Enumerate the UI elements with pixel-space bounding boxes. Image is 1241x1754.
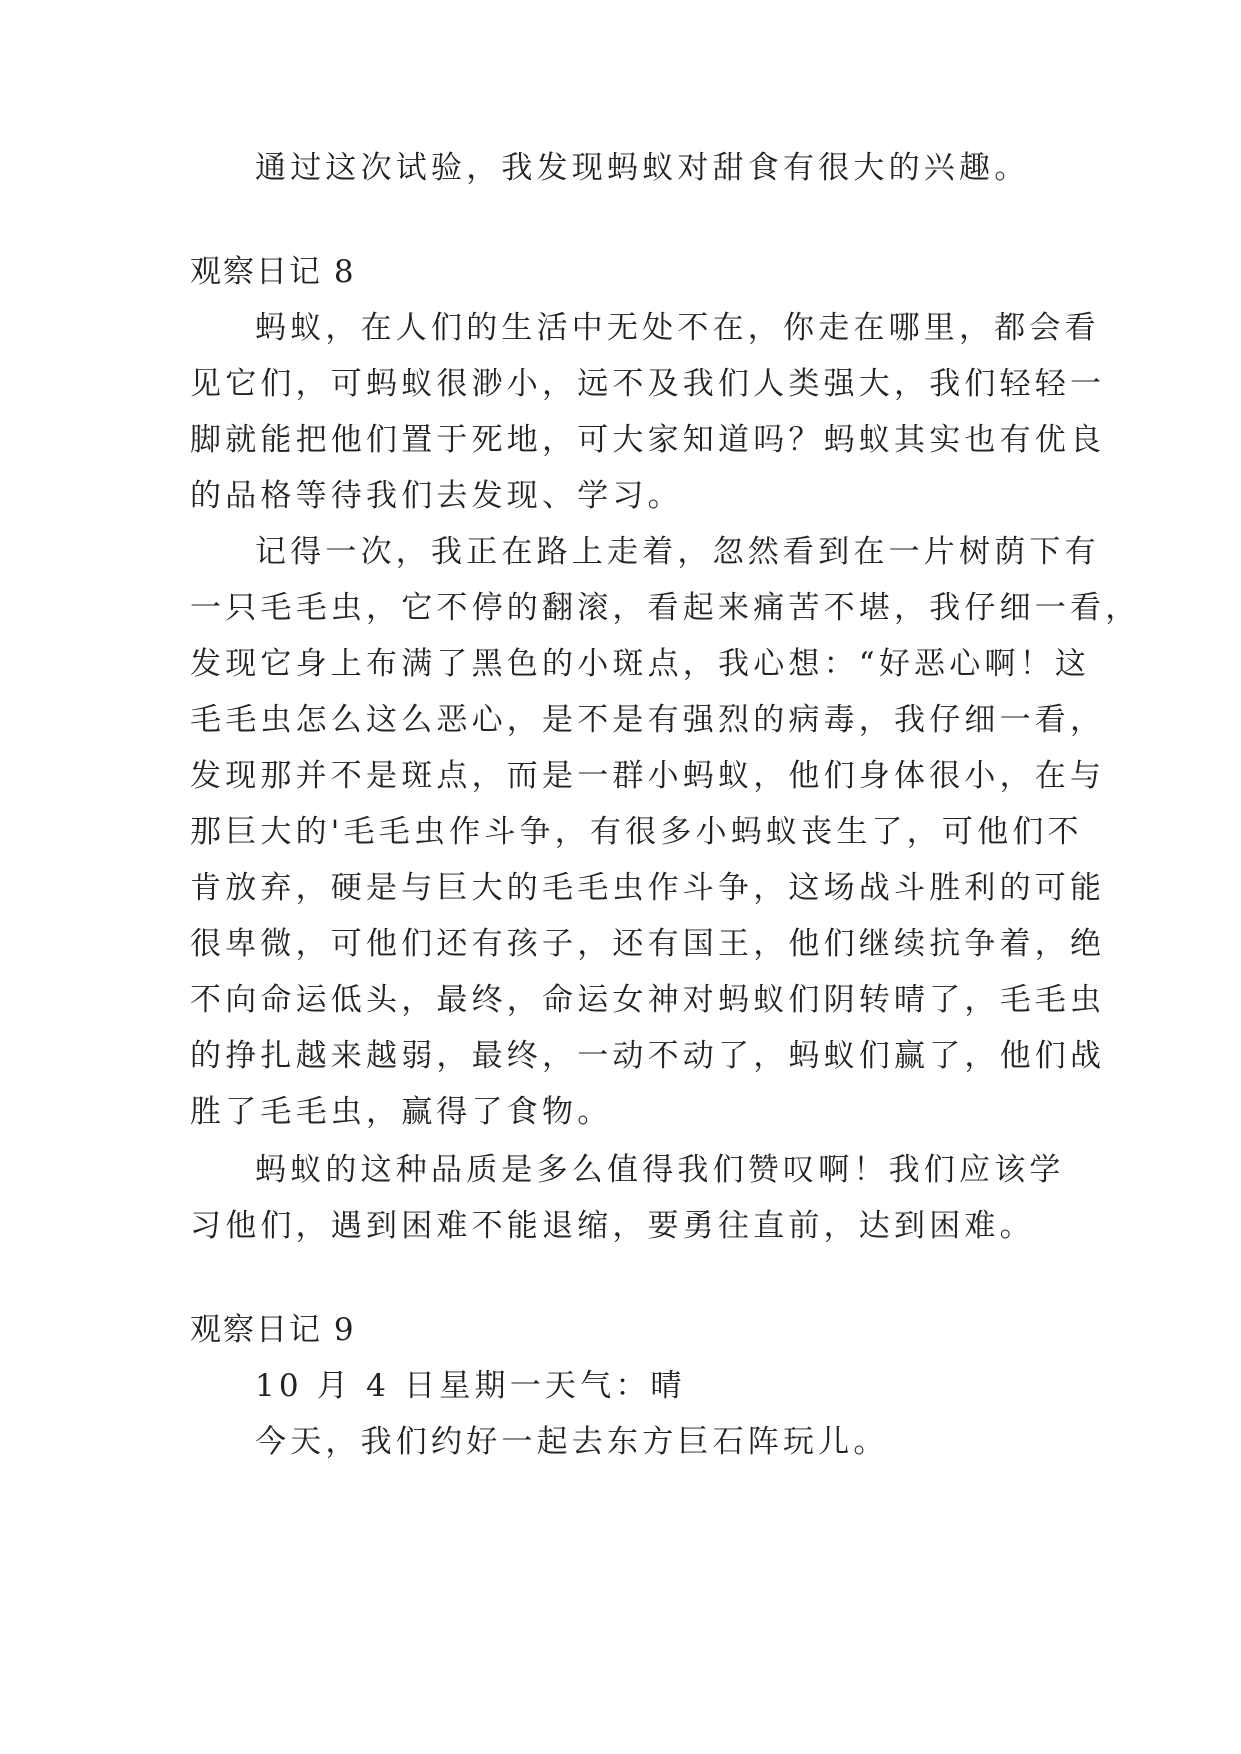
- paragraph-line: 的挣扎越来越弱，最终，一动不动了，蚂蚁们赢了，他们战: [190, 1038, 1106, 1074]
- intro-line: 通过这次试验，我发现蚂蚁对甜食有很大的兴趣。: [255, 150, 1030, 186]
- paragraph-line: 习他们，遇到困难不能退缩，要勇往直前，达到困难。: [190, 1208, 1035, 1244]
- paragraph-line: 蚂蚁的这种品质是多么值得我们赞叹啊！我们应该学: [255, 1152, 1065, 1188]
- paragraph-line: 脚就能把他们置于死地，可大家知道吗？蚂蚁其实也有优良: [190, 422, 1106, 458]
- paragraph-line: 那巨大的'毛毛虫作斗争，有很多小蚂蚁丧生了，可他们不: [190, 814, 1083, 850]
- date-weather-line: 10 月 4 日星期一天气：晴: [255, 1368, 686, 1404]
- paragraph-line: 发现那并不是斑点，而是一群小蚂蚁，他们身体很小，在与: [190, 758, 1106, 794]
- section-8-title: 观察日记 8: [190, 254, 356, 290]
- paragraph-line: 很卑微，可他们还有孩子，还有国王，他们继续抗争着，绝: [190, 926, 1106, 962]
- paragraph-line: 今天，我们约好一起去东方巨石阵玩儿。: [255, 1424, 889, 1460]
- paragraph-line: 见它们，可蚂蚁很渺小，远不及我们人类强大，我们轻轻一: [190, 366, 1106, 402]
- paragraph-line: 胜了毛毛虫，赢得了食物。: [190, 1094, 613, 1130]
- paragraph-line: 肯放弃，硬是与巨大的毛毛虫作斗争，这场战斗胜利的可能: [190, 870, 1106, 906]
- paragraph-line: 记得一次，我正在路上走着，忽然看到在一片树荫下有: [255, 534, 1100, 570]
- paragraph-line: 不向命运低头，最终，命运女神对蚂蚁们阴转晴了，毛毛虫: [190, 982, 1106, 1018]
- paragraph-line: 一只毛毛虫，它不停的翻滚，看起来痛苦不堪，我仔细一看，: [190, 590, 1141, 626]
- section-9-title: 观察日记 9: [190, 1312, 356, 1348]
- paragraph-line: 发现它身上布满了黑色的小斑点，我心想：“好恶心啊！这: [190, 646, 1091, 682]
- paragraph-line: 的品格等待我们去发现、学习。: [190, 478, 683, 514]
- paragraph-line: 蚂蚁，在人们的生活中无处不在，你走在哪里，都会看: [255, 310, 1100, 346]
- paragraph-line: 毛毛虫怎么这么恶心，是不是有强烈的病毒，我仔细一看，: [190, 702, 1106, 738]
